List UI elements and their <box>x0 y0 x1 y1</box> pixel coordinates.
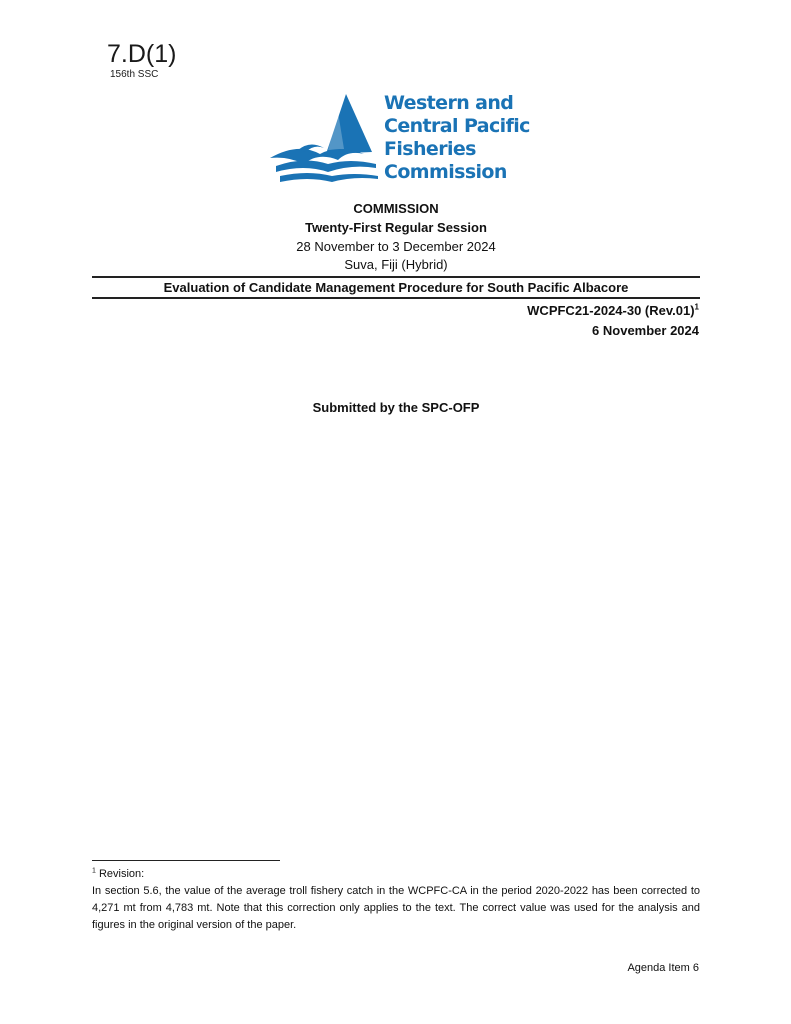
footnote-separator <box>92 860 280 861</box>
document-date: 6 November 2024 <box>592 323 699 338</box>
submitted-by: Submitted by the SPC-OFP <box>312 400 480 415</box>
stamp-id: 7.D(1) <box>107 40 177 68</box>
title-rule-top <box>92 276 700 278</box>
header-venue: Suva, Fiji (Hybrid) <box>344 257 448 272</box>
logo-line-4: Commission <box>384 161 507 183</box>
canoe-sail-logo-icon <box>268 92 380 184</box>
reference-footnote-marker[interactable]: 1 <box>694 302 699 312</box>
wcpfc-logo <box>268 92 530 184</box>
agenda-item: Agenda Item 6 <box>627 962 699 974</box>
footnote-marker: 1 <box>92 867 96 875</box>
footnote <box>92 866 700 934</box>
logo-line-3: Fisheries <box>384 138 476 160</box>
title-rule-bottom <box>92 297 700 299</box>
logo-line-2: Central Pacific <box>384 115 530 137</box>
header-dates: 28 November to 3 December 2024 <box>296 239 496 254</box>
footnote-heading: Revision: <box>98 868 145 880</box>
header-body: COMMISSION <box>353 201 439 216</box>
logo-line-1: Western and <box>384 92 514 114</box>
document-title: Evaluation of Candidate Management Procedure for South Pacific Albacore <box>163 280 629 295</box>
logo-wordmark <box>384 92 530 184</box>
stamp-meeting: 156th SSC <box>110 69 159 80</box>
header-session: Twenty-First Regular Session <box>305 220 487 235</box>
footnote-text: In section 5.6, the value of the average troll fishery catch in the WCPFC-CA in the period 2020-2022 has been corrected to 4,271 mt from 4,783 mt. Note that this correction only applies to the text. The correct value was used for the analysis and figures in the original version of the paper. <box>92 885 700 931</box>
document-reference <box>527 303 699 318</box>
reference-code: WCPFC21-2024-30 (Rev.01) <box>527 303 695 318</box>
